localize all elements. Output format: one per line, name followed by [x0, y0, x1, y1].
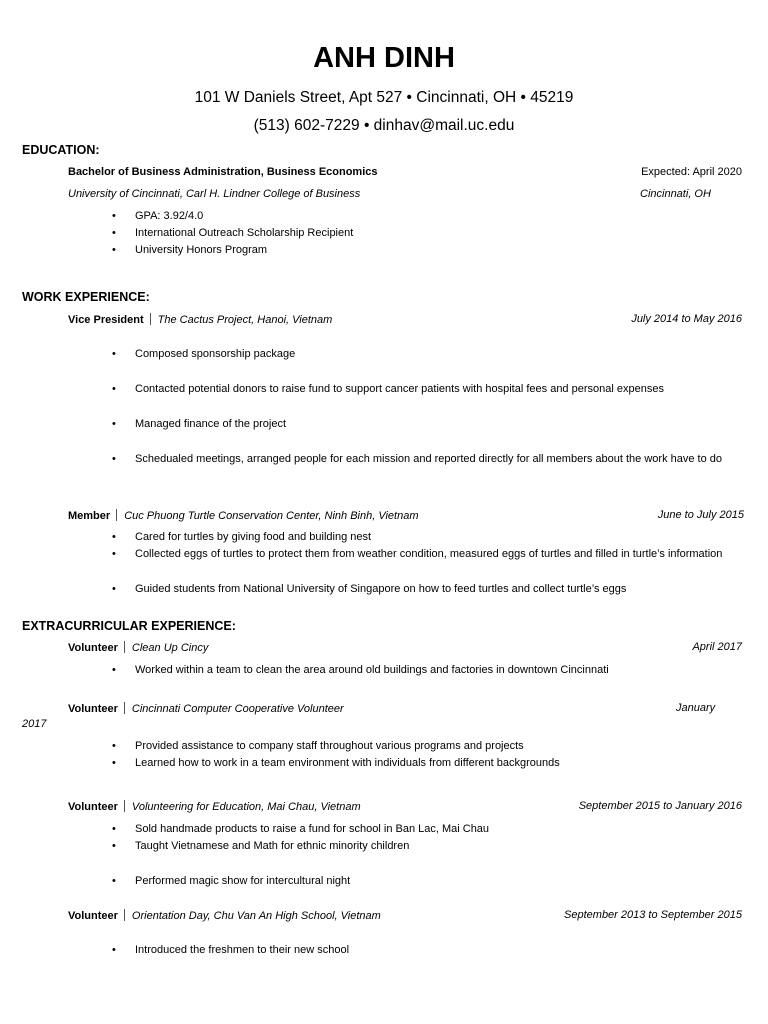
education-bullet-gpa: GPA: 3.92/4.0 [135, 210, 204, 222]
job-org: The Cactus Project, Hanoi, Vietnam [157, 314, 333, 326]
bullet-dot: • [112, 453, 116, 465]
activity-role: Volunteer [68, 801, 118, 813]
job-bullet: Contacted potential donors to raise fund to support cancer patients with hospital fees and personal expenses [135, 383, 664, 395]
bullet-dot: • [112, 875, 116, 887]
activity-bullet: Performed magic show for intercultural night [135, 875, 351, 887]
bullet-dot: • [112, 227, 116, 239]
job-org: Cuc Phuong Turtle Conservation Center, Ninh Binh, Vietnam [124, 510, 419, 522]
separator [124, 800, 125, 812]
bullet-dot: • [112, 383, 116, 395]
contact-line: (513) 602-7229 • dinhav@mail.uc.edu [253, 117, 515, 134]
education-heading: EDUCATION: [22, 143, 100, 157]
activity-org: Orientation Day, Chu Van An High School, Vietnam [131, 910, 381, 922]
job-bullet: Composed sponsorship package [135, 348, 296, 360]
bullet-dot: • [112, 418, 116, 430]
degree-title: Bachelor of Business Administration, Business Economics [68, 166, 378, 178]
separator [124, 702, 125, 714]
activity-bullet: Introduced the freshmen to their new school [135, 944, 350, 956]
activity-header [68, 702, 344, 715]
separator [116, 509, 117, 521]
activity-header [68, 909, 381, 922]
bullet-dot: • [112, 210, 116, 222]
activity-org: Clean Up Cincy [131, 642, 209, 654]
candidate-name: ANH DINH [313, 42, 455, 74]
activity-bullet: Learned how to work in a team environment with individuals from different backgrounds [135, 757, 560, 769]
activity-dates: September 2015 to January 2016 [578, 800, 742, 812]
activity-bullet: Taught Vietnamese and Math for ethnic minority children [135, 840, 410, 852]
separator [124, 909, 125, 921]
job-bullet: Schedualed meetings, arranged people for each mission and reported directly for all members about the work have to do [135, 453, 723, 465]
job-bullet: Managed finance of the project [135, 418, 287, 430]
activity-dates: September 2013 to September 2015 [564, 909, 742, 921]
bullet-dot: • [112, 664, 116, 676]
address-line: 101 W Daniels Street, Apt 527 • Cincinnati, OH • 45219 [194, 89, 574, 106]
activity-role: Volunteer [68, 703, 118, 715]
activity-header [68, 641, 208, 654]
bullet-dot: • [112, 244, 116, 256]
activity-org: Cincinnati Computer Cooperative Volunteer [131, 703, 344, 715]
job-bullet: Guided students from National University of Singapore on how to feed turtles and collect turtle’s eggs [135, 583, 627, 595]
activity-org: Volunteering for Education, Mai Chau, Vietnam [131, 801, 361, 813]
education-bullet-honors: University Honors Program [135, 244, 268, 256]
bullet-dot: • [112, 548, 116, 560]
job-header [68, 313, 332, 326]
bullet-dot: • [112, 757, 116, 769]
bullet-dot: • [112, 583, 116, 595]
activity-header [68, 800, 361, 813]
degree-expected-date: Expected: April 2020 [641, 166, 742, 178]
activity-dates: January [676, 702, 716, 714]
job-header [68, 509, 419, 522]
bullet-dot: • [112, 348, 116, 360]
bullet-dot: • [112, 823, 116, 835]
bullet-dot: • [112, 531, 116, 543]
bullet-dot: • [112, 840, 116, 852]
job-dates: July 2014 to May 2016 [631, 313, 742, 325]
job-bullet: Collected eggs of turtles to protect them from weather condition, measured eggs of turtles and filled in turtle’s information [135, 548, 723, 560]
activity-role: Volunteer [68, 910, 118, 922]
bullet-dot: • [112, 740, 116, 752]
activity-dates-wrap: 2017 [22, 718, 47, 730]
job-bullet: Cared for turtles by giving food and building nest [135, 531, 372, 543]
activity-bullet: Sold handmade products to raise a fund for school in Ban Lac, Mai Chau [135, 823, 490, 835]
activity-role: Volunteer [68, 642, 118, 654]
education-bullet-scholarship: International Outreach Scholarship Recipient [135, 227, 354, 239]
activity-dates: April 2017 [692, 641, 742, 653]
job-role: Member [68, 510, 111, 522]
work-heading: WORK EXPERIENCE: [22, 290, 150, 304]
job-role: Vice President [68, 314, 144, 326]
activity-bullet: Worked within a team to clean the area around old buildings and factories in downtown Cincinnati [135, 664, 609, 676]
separator [124, 641, 125, 653]
activity-bullet: Provided assistance to company staff throughout various programs and projects [135, 740, 524, 752]
bullet-dot: • [112, 944, 116, 956]
school-name: University of Cincinnati, Carl H. Lindner College of Business [68, 188, 361, 200]
job-dates: June to July 2015 [657, 509, 744, 521]
extracurricular-heading: EXTRACURRICULAR EXPERIENCE: [22, 619, 236, 633]
school-location: Cincinnati, OH [640, 188, 711, 200]
separator [150, 313, 151, 325]
